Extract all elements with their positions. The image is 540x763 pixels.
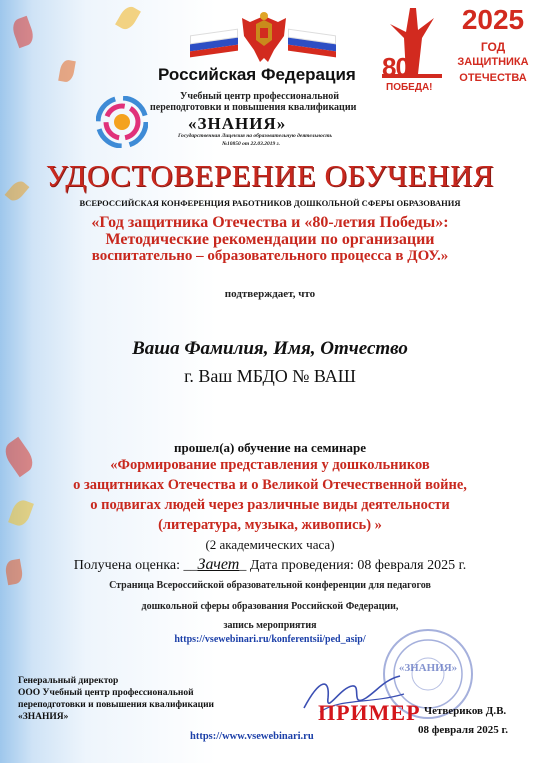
director-line3: переподготовки и повышения квалификации bbox=[18, 700, 215, 710]
page-line1: Страница Всероссийской образовательной конференции для педагогов bbox=[109, 580, 431, 591]
org-name: «ЗНАНИЯ» bbox=[188, 114, 287, 133]
country-name: Российская Федерация bbox=[158, 65, 356, 84]
org-logo-icon bbox=[96, 96, 148, 148]
participant-name: Ваша Фамилия, Имя, Отчество bbox=[132, 338, 408, 359]
conference-line2: Методические рекомендации по организации bbox=[105, 231, 435, 248]
conference-line1: «Год защитника Отечества и «80-летия Победы»: bbox=[91, 214, 449, 231]
badge-year: 2025 bbox=[461, 4, 525, 35]
coat-of-arms-icon bbox=[238, 10, 290, 66]
seminar-line3: о подвигах людей через различные виды деятельности bbox=[90, 497, 450, 513]
sample-stamp: ПРИМЕР bbox=[318, 700, 421, 725]
record-link[interactable]: https://vsewebinari.ru/konferentsii/ped_asip/ bbox=[174, 634, 366, 645]
site-link[interactable]: https://www.vsewebinari.ru bbox=[190, 731, 314, 742]
org-line1: Учебный центр профессиональной bbox=[180, 91, 340, 102]
director-line4: «ЗНАНИЯ» bbox=[18, 712, 69, 722]
record-label: запись мероприятия bbox=[223, 620, 317, 631]
victory-number: 80 bbox=[382, 52, 409, 82]
license-line1: Государственная Лицензия на образовательную деятельность bbox=[178, 133, 333, 139]
grade-line bbox=[0, 556, 540, 574]
conference-line3: воспитательно – образовательного процесса в ДОУ.» bbox=[91, 248, 449, 264]
participant-place: г. Ваш МБДО № ВАШ bbox=[184, 366, 356, 386]
seminar-line1: «Формирование представления у дошкольников bbox=[110, 457, 430, 473]
director-line2: ООО Учебный центр профессиональной bbox=[18, 688, 194, 698]
year-badge bbox=[378, 0, 540, 108]
confirms-text: подтверждает, что bbox=[224, 288, 316, 300]
seminar-line2: о защитниках Отечества и о Великой Отечественной войне, bbox=[73, 477, 467, 493]
page-line2: дошкольной сферы образования Российской Федерации, bbox=[141, 601, 399, 612]
director-line1: Генеральный директор bbox=[18, 676, 119, 686]
org-line2: переподготовки и повышения квалификации bbox=[150, 102, 357, 113]
victory-word: ПОБЕДА! bbox=[386, 82, 433, 93]
certificate-subtitle: ВСЕРОССИЙСКАЯ КОНФЕРЕНЦИЯ РАБОТНИКОВ ДОШКОЛЬНОЙ СФЕРЫ ОБРАЗОВАНИЯ bbox=[79, 198, 461, 208]
flag-left bbox=[190, 29, 238, 56]
flag-right bbox=[288, 29, 336, 56]
sign-date: 08 февраля 2025 г. bbox=[418, 724, 509, 736]
signer-name: Четвериков Д.В. bbox=[424, 705, 507, 717]
seal-text: «ЗНАНИЯ» bbox=[398, 662, 458, 674]
certificate-title: УДОСТОВЕРЕНИЕ ОБУЧЕНИЯ bbox=[45, 158, 495, 193]
completed-text: прошел(а) обучение на семинаре bbox=[173, 440, 367, 455]
badge-line3: ОТЕЧЕСТВА bbox=[459, 72, 527, 84]
badge-line2: ЗАЩИТНИКА bbox=[457, 56, 529, 68]
grade-after: _ Дата проведения: 08 февраля 2025 г. bbox=[239, 558, 467, 573]
seminar-line4: (литература, музыка, живопись) » bbox=[158, 517, 382, 533]
license-line2: №10850 от 22.03.2019 г. bbox=[222, 141, 281, 147]
badge-line1: ГОД bbox=[480, 40, 506, 54]
grade-value: Зачет bbox=[197, 556, 240, 573]
grade-label: Получена оценка: __ bbox=[73, 558, 198, 573]
hours-text: (2 академических часа) bbox=[205, 537, 335, 552]
